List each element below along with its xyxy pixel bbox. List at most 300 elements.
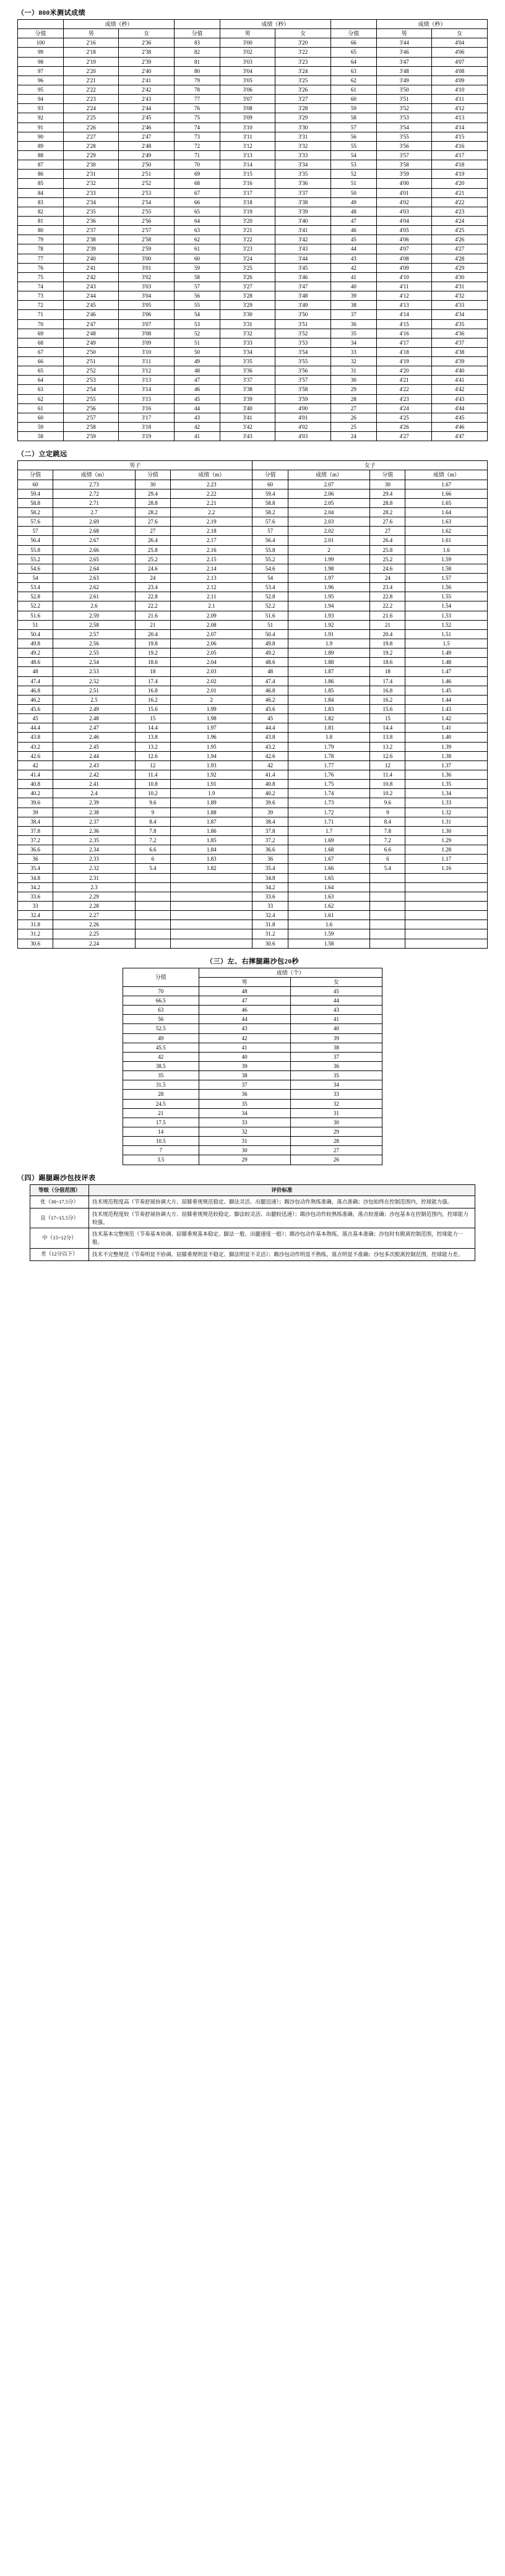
- cell-7: 1.28: [405, 845, 488, 855]
- cell-5: 2.05: [288, 498, 370, 507]
- table-row: [18, 527, 488, 536]
- cell-2: 3'14: [119, 385, 175, 394]
- cell-0: 39: [18, 808, 53, 817]
- cell-3: 62: [174, 235, 220, 244]
- cell-0: 51.6: [18, 611, 53, 620]
- cell-7: 1.33: [405, 798, 488, 808]
- cell-0: 中（15~12分）: [30, 1228, 89, 1249]
- cell-7: 1.47: [405, 667, 488, 676]
- cell-4: 55.8: [252, 545, 288, 554]
- cell-2: 14.4: [135, 723, 170, 733]
- cell-2: 3'19: [119, 432, 175, 441]
- cell-5: 1.64: [288, 882, 370, 892]
- cell-2: 30: [135, 480, 170, 489]
- cell-2: 28.2: [135, 508, 170, 517]
- table-row: [18, 873, 488, 882]
- table-row: [18, 66, 488, 75]
- cell-4: 3'34: [220, 347, 275, 356]
- cell-4: 3'32: [220, 329, 275, 338]
- cell-4: 46.8: [252, 686, 288, 695]
- cell-0: 83: [18, 197, 64, 207]
- cell-5: 2.07: [288, 480, 370, 489]
- cell-3: 73: [174, 132, 220, 141]
- cell-2: 24: [135, 574, 170, 583]
- cell-1: 29: [199, 1155, 290, 1165]
- cell-7: 1.31: [405, 817, 488, 826]
- cell-5: 3'38: [275, 197, 331, 207]
- cell-6: 53: [330, 160, 376, 170]
- lj-col-header-0: 分值: [18, 470, 53, 480]
- cell-1: 2.7: [53, 508, 136, 517]
- cell-1: 2.41: [53, 780, 136, 789]
- cell-0: 54: [18, 574, 53, 583]
- table-longjump-body: [18, 480, 488, 948]
- cell-5: 3'43: [275, 244, 331, 254]
- cell-1: 2'47: [63, 319, 118, 329]
- cell-0: 73: [18, 291, 64, 301]
- cell-1: 技术基本完整规范（节奏基本协调、屈膝垂规基本稳定、脚法一般、出腿速度一般）；踢沙包动作基本熟练，落点基本准确；沙包时有脱离控制范围，控球能力一般。: [89, 1228, 475, 1249]
- table-row: [123, 1090, 382, 1099]
- cell-0: 7: [123, 1146, 199, 1155]
- cell-3: 80: [174, 66, 220, 75]
- cell-2: 11.4: [135, 770, 170, 779]
- cell-7: 1.42: [405, 714, 488, 723]
- cell-4: 57: [252, 527, 288, 536]
- cell-5: 1.93: [288, 611, 370, 620]
- cell-6: 54: [330, 150, 376, 160]
- cell-3: 60: [174, 254, 220, 263]
- cell-3: 65: [174, 207, 220, 216]
- cell-1: 2.66: [53, 545, 136, 554]
- cell-5: 3'32: [275, 141, 331, 150]
- cell-1: 2.4: [53, 789, 136, 798]
- cell-1: 技术规范程度较（节奏舒展协调大方、屈膝垂规规范较稳定、脚法较灵活、出腿较迅速）；踢沙包动作较熟练准确，落点较准确；沙包基本在控制范围内，控球能力较强。: [89, 1208, 475, 1228]
- cell-5: 2.03: [288, 517, 370, 527]
- cell-7: 4'27: [376, 432, 431, 441]
- table-row: [123, 1052, 382, 1061]
- cell-5: 1.58: [288, 939, 370, 948]
- cell-6: 41: [330, 272, 376, 282]
- cell-4: 3'03: [220, 57, 275, 66]
- table-row: [18, 517, 488, 527]
- table-row: [123, 1108, 382, 1118]
- cell-8: 4'40: [432, 366, 488, 376]
- cell-0: 52.5: [123, 1024, 199, 1033]
- cell-2: 19.8: [135, 639, 170, 648]
- cell-2: [135, 901, 170, 910]
- cell-3: 2.11: [170, 592, 252, 601]
- cell-0: 92: [18, 113, 64, 123]
- cell-7: 1.52: [405, 620, 488, 629]
- cell-1: 2.51: [53, 686, 136, 695]
- cell-2: 22.2: [135, 601, 170, 611]
- cell-1: 2'27: [63, 132, 118, 141]
- cell-5: 4'02: [275, 423, 331, 432]
- table-row: [123, 1099, 382, 1108]
- cell-4: 34.8: [252, 873, 288, 882]
- cell-4: 54.6: [252, 564, 288, 573]
- cell-4: 3'23: [220, 244, 275, 254]
- cell-6: 27: [330, 403, 376, 413]
- cell-0: 76: [18, 263, 64, 272]
- cell-8: 4'18: [432, 160, 488, 170]
- cell-6: 25: [330, 423, 376, 432]
- section-title-800m: （一）800米测试成绩: [17, 9, 85, 17]
- cell-6: 66: [330, 38, 376, 48]
- cell-1: 技术不完整规范（节奏明显不协调、屈膝垂规明显不稳定、脚法明显不灵活）；踢沙包动作明显不熟练，落点明显不准确；沙包多次脱离控制范围，控球能力差。: [89, 1248, 475, 1260]
- cell-2: [135, 882, 170, 892]
- cell-3: 2.05: [170, 648, 252, 658]
- cell-5: 3'22: [275, 48, 331, 57]
- cell-5: 1.94: [288, 601, 370, 611]
- cell-1: 2.57: [53, 629, 136, 639]
- cell-4: 40.2: [252, 789, 288, 798]
- cell-2: 2'43: [119, 95, 175, 104]
- table-row: [18, 254, 488, 263]
- cell-3: 2.23: [170, 480, 252, 489]
- table-row: [18, 489, 488, 498]
- cell-1: 2'43: [63, 282, 118, 291]
- cell-4: 3'13: [220, 150, 275, 160]
- cell-0: 66.5: [123, 996, 199, 1006]
- cell-3: 64: [174, 216, 220, 225]
- cell-8: 4'33: [432, 301, 488, 310]
- cell-5: 3'44: [275, 254, 331, 263]
- cell-7: [405, 939, 488, 948]
- cell-4: 47.4: [252, 676, 288, 686]
- cell-6: 65: [330, 48, 376, 57]
- cell-3: 2.22: [170, 489, 252, 498]
- cell-3: 2.21: [170, 498, 252, 507]
- cell-8: 4'15: [432, 132, 488, 141]
- cell-6: 16.8: [370, 686, 405, 695]
- cell-2: 3'09: [119, 338, 175, 347]
- cell-2: 28: [290, 1137, 382, 1146]
- cell-8: 4'12: [432, 104, 488, 113]
- cell-0: 75: [18, 272, 64, 282]
- cell-0: 71: [18, 310, 64, 319]
- cell-1: 2'52: [63, 366, 118, 376]
- cell-7: 1.38: [405, 751, 488, 760]
- cell-1: 2.26: [53, 920, 136, 929]
- cell-5: 3'34: [275, 160, 331, 170]
- cell-0: 82: [18, 207, 64, 216]
- table-row: [18, 282, 488, 291]
- cell-1: 2.72: [53, 489, 136, 498]
- cell-7: 3'52: [376, 104, 431, 113]
- cell-2: 10.2: [135, 789, 170, 798]
- cell-0: 46.2: [18, 695, 53, 704]
- cell-1: 2'40: [63, 254, 118, 263]
- cell-3: 74: [174, 123, 220, 132]
- cell-7: 1.41: [405, 723, 488, 733]
- table-row: [18, 929, 488, 939]
- cell-2: 2'42: [119, 85, 175, 94]
- cell-0: 65: [18, 366, 64, 376]
- cell-5: 3'39: [275, 207, 331, 216]
- cell-6: 18: [370, 667, 405, 676]
- table-row: [18, 592, 488, 601]
- cell-5: 1.81: [288, 723, 370, 733]
- cell-3: 2.01: [170, 686, 252, 695]
- cell-4: 3'35: [220, 357, 275, 366]
- cell-0: 58: [18, 432, 64, 441]
- cell-5: 2.02: [288, 527, 370, 536]
- cell-5: 3'52: [275, 329, 331, 338]
- cell-5: 3'47: [275, 282, 331, 291]
- table-row: [18, 160, 488, 170]
- cell-4: 59.4: [252, 489, 288, 498]
- cell-7: [405, 882, 488, 892]
- cell-0: 77: [18, 254, 64, 263]
- cell-8: 4'47: [432, 432, 488, 441]
- cell-2: 10.8: [135, 780, 170, 789]
- cell-8: 4'07: [432, 57, 488, 66]
- cell-1: 2.44: [53, 751, 136, 760]
- table-row: [18, 845, 488, 855]
- cell-3: 1.97: [170, 723, 252, 733]
- cell-8: 4'38: [432, 347, 488, 356]
- cell-4: 45: [252, 714, 288, 723]
- cell-6: [370, 882, 405, 892]
- cell-0: 55.8: [18, 545, 53, 554]
- cell-3: 81: [174, 57, 220, 66]
- cell-1: 2'33: [63, 188, 118, 197]
- cell-5: 3'33: [275, 150, 331, 160]
- cell-5: 1.89: [288, 648, 370, 658]
- table-row: [18, 413, 488, 422]
- cell-4: 3'28: [220, 291, 275, 301]
- cell-1: 47: [199, 996, 290, 1006]
- col-header-8: 女: [432, 29, 488, 38]
- cell-2: 21: [135, 620, 170, 629]
- cell-6: 28: [330, 394, 376, 403]
- cell-0: 84: [18, 188, 64, 197]
- cell-0: 97: [18, 66, 64, 75]
- cell-2: 26: [290, 1155, 382, 1165]
- col-header-6: 分值: [330, 29, 376, 38]
- cell-5: 3'51: [275, 319, 331, 329]
- cell-5: 3'42: [275, 235, 331, 244]
- cell-3: 1.95: [170, 742, 252, 751]
- cell-3: 2.19: [170, 517, 252, 527]
- cell-2: 7.8: [135, 826, 170, 835]
- cell-1: 2.61: [53, 592, 136, 601]
- cell-3: 2.06: [170, 639, 252, 648]
- gender-header-female: 女子: [252, 461, 488, 470]
- table-800m-body: [18, 38, 488, 441]
- cell-5: 1.98: [288, 564, 370, 573]
- cell-0: 93: [18, 104, 64, 113]
- cell-8: 4'44: [432, 403, 488, 413]
- cell-4: 49.2: [252, 648, 288, 658]
- cell-6: 64: [330, 57, 376, 66]
- cell-3: 44: [174, 403, 220, 413]
- cell-4: 3'30: [220, 310, 275, 319]
- cell-4: 36.6: [252, 845, 288, 855]
- cell-2: 32: [290, 1099, 382, 1108]
- cell-6: 50: [330, 188, 376, 197]
- table-sandbag-head: [123, 968, 382, 986]
- cell-1: 2.56: [53, 639, 136, 648]
- cell-8: 4'43: [432, 394, 488, 403]
- cell-6: 63: [330, 66, 376, 75]
- cell-4: 35.4: [252, 864, 288, 873]
- cell-1: 46: [199, 1006, 290, 1015]
- lj-col-header-1: 成绩（m）: [53, 470, 136, 480]
- table-row: [18, 536, 488, 545]
- table-row: [18, 789, 488, 798]
- cell-3: 76: [174, 104, 220, 113]
- cell-1: 2'36: [63, 216, 118, 225]
- cell-7: 1.29: [405, 835, 488, 845]
- cell-3: 69: [174, 170, 220, 179]
- cell-1: 2.52: [53, 676, 136, 686]
- cell-0: 49.8: [18, 639, 53, 648]
- cell-7: 4'26: [376, 423, 431, 432]
- table-row: [123, 1033, 382, 1043]
- cell-6: 7.8: [370, 826, 405, 835]
- cell-2: 3'01: [119, 263, 175, 272]
- cell-7: 1.48: [405, 658, 488, 667]
- cell-4: 3'38: [220, 385, 275, 394]
- cell-2: 18: [135, 667, 170, 676]
- cell-7: [405, 901, 488, 910]
- cell-2: 2'39: [119, 57, 175, 66]
- cell-4: 3'29: [220, 301, 275, 310]
- table-row: [18, 723, 488, 733]
- cell-0: 33: [18, 901, 53, 910]
- cell-7: 3'59: [376, 170, 431, 179]
- cell-7: [405, 873, 488, 882]
- cell-7: 4'12: [376, 291, 431, 301]
- cell-0: 35.4: [18, 864, 53, 873]
- lj-col-header-6: 分值: [370, 470, 405, 480]
- cell-4: 45.6: [252, 704, 288, 713]
- table-row: [18, 291, 488, 301]
- cell-1: 2'25: [63, 113, 118, 123]
- table-row: [18, 141, 488, 150]
- table-row: [18, 263, 488, 272]
- cell-7: 4'09: [376, 263, 431, 272]
- table-800m: [17, 19, 488, 441]
- cell-3: [170, 939, 252, 948]
- cell-1: 43: [199, 1024, 290, 1033]
- table-row: [18, 770, 488, 779]
- cell-3: 54: [174, 310, 220, 319]
- table-row: [18, 583, 488, 592]
- cell-4: 30.6: [252, 939, 288, 948]
- cell-7: 4'20: [376, 366, 431, 376]
- cell-7: 3'46: [376, 48, 431, 57]
- cell-4: 3'11: [220, 132, 275, 141]
- cell-1: 2'51: [63, 357, 118, 366]
- cell-4: 3'17: [220, 188, 275, 197]
- cell-7: 1.5: [405, 639, 488, 648]
- cell-2: 13.2: [135, 742, 170, 751]
- cell-1: 2.25: [53, 929, 136, 939]
- cell-0: 42: [123, 1052, 199, 1061]
- cell-1: 2'18: [63, 48, 118, 57]
- cell-4: 34.2: [252, 882, 288, 892]
- cell-1: 2'53: [63, 376, 118, 385]
- group-blank-3: [330, 20, 376, 29]
- cell-1: 2'55: [63, 394, 118, 403]
- cell-5: 3'35: [275, 170, 331, 179]
- cell-8: 4'42: [432, 385, 488, 394]
- cell-0: 57.6: [18, 517, 53, 527]
- cell-5: 3'56: [275, 366, 331, 376]
- cell-0: 36: [18, 855, 53, 864]
- cell-8: 4'37: [432, 338, 488, 347]
- cell-6: 58: [330, 113, 376, 123]
- table-row: [18, 554, 488, 564]
- cell-4: 48.6: [252, 658, 288, 667]
- cell-6: 52: [330, 170, 376, 179]
- cell-3: 2.2: [170, 508, 252, 517]
- cell-0: 70: [18, 319, 64, 329]
- cell-5: 1.9: [288, 639, 370, 648]
- cell-7: 1.57: [405, 574, 488, 583]
- cell-2: 28.8: [135, 498, 170, 507]
- cell-3: 1.86: [170, 826, 252, 835]
- cell-1: 2.42: [53, 770, 136, 779]
- cell-0: 47.4: [18, 676, 53, 686]
- cell-6: 56: [330, 132, 376, 141]
- cell-5: 3'27: [275, 95, 331, 104]
- cell-5: 3'24: [275, 66, 331, 75]
- cell-4: 3'09: [220, 113, 275, 123]
- cell-5: 1.75: [288, 780, 370, 789]
- cell-2: 23.4: [135, 583, 170, 592]
- cell-3: 47: [174, 376, 220, 385]
- cell-1: 2.73: [53, 480, 136, 489]
- cell-4: 3'21: [220, 226, 275, 235]
- cell-7: 4'02: [376, 197, 431, 207]
- cell-4: 58.8: [252, 498, 288, 507]
- table-row: [18, 601, 488, 611]
- table-800m-group-header-row: [18, 20, 488, 29]
- cell-1: 2.49: [53, 704, 136, 713]
- cell-0: 45: [18, 714, 53, 723]
- cell-2: 3'00: [119, 254, 175, 263]
- cell-5: 3'37: [275, 188, 331, 197]
- table-800m-col-header-row: [18, 29, 488, 38]
- table-row: [18, 366, 488, 376]
- cell-6: 16.2: [370, 695, 405, 704]
- table-row: [18, 864, 488, 873]
- cell-0: 62: [18, 394, 64, 403]
- cell-3: 82: [174, 48, 220, 57]
- col-header-3: 分值: [174, 29, 220, 38]
- cell-7: 1.51: [405, 629, 488, 639]
- cell-7: 1.67: [405, 480, 488, 489]
- table-row: [18, 882, 488, 892]
- cell-0: 43.2: [18, 742, 53, 751]
- cell-4: 43.8: [252, 733, 288, 742]
- cell-6: 19.2: [370, 648, 405, 658]
- cell-2: [135, 911, 170, 920]
- cell-3: 68: [174, 179, 220, 188]
- cell-3: 1.93: [170, 760, 252, 770]
- cell-4: 52.8: [252, 592, 288, 601]
- table-row: [30, 1248, 475, 1260]
- cell-4: 3'33: [220, 338, 275, 347]
- table-row: [123, 1155, 382, 1165]
- cell-7: 4'07: [376, 244, 431, 254]
- cell-3: 57: [174, 282, 220, 291]
- cell-3: 2.15: [170, 554, 252, 564]
